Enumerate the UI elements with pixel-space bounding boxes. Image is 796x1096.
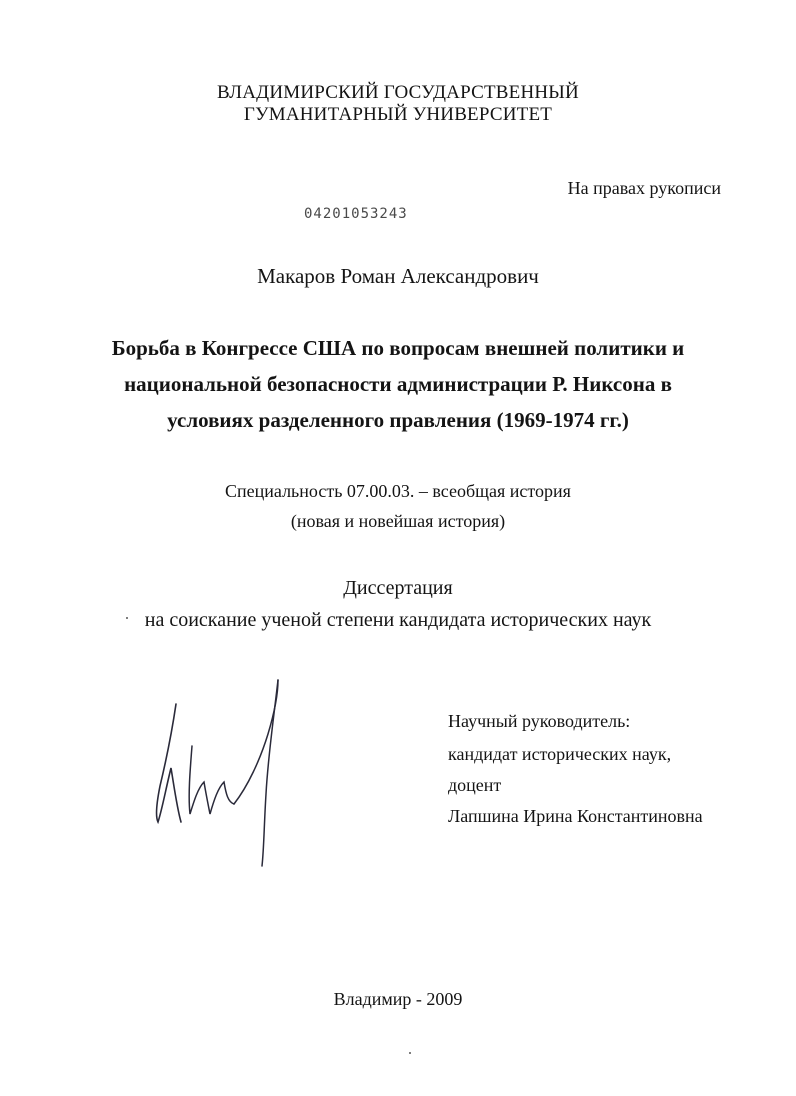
title-line-1: Борьба в Конгрессе США по вопросам внешней политики и xyxy=(111,336,685,360)
university-name-line-2: ГУМАНИТАРНЫЙ УНИВЕРСИТЕТ xyxy=(243,104,553,125)
advisor-rank: доцент xyxy=(448,775,502,795)
advisor-degree: кандидат исторических наук, xyxy=(448,744,672,764)
manuscript-note: На правах рукописи xyxy=(567,178,721,198)
author-name: Макаров Роман Александрович xyxy=(257,264,539,288)
specialty-line-1: Специальность 07.00.03. – всеобщая история xyxy=(225,481,571,501)
archive-code: 04201053243 xyxy=(304,206,408,222)
title-line-2: национальной безопасности администрации Р. Никсона в xyxy=(124,372,672,396)
university-name-line-1: ВЛАДИМИРСКИЙ ГОСУДАРСТВЕННЫЙ xyxy=(217,82,579,103)
title-line-3: условиях разделенного правления (1969-1974 гг.) xyxy=(167,408,629,432)
scan-speck xyxy=(409,1052,411,1054)
specialty-line-2: (новая и новейшая история) xyxy=(290,511,506,531)
signature-image xyxy=(148,676,288,872)
dissertation-purpose: на соискание ученой степени кандидата исторических наук xyxy=(144,609,652,631)
advisor-label: Научный руководитель: xyxy=(448,711,631,731)
advisor-name: Лапшина Ирина Константиновна xyxy=(448,806,703,826)
scan-speck xyxy=(126,617,128,619)
dissertation-label: Диссертация xyxy=(343,577,453,599)
city-year: Владимир - 2009 xyxy=(333,989,463,1009)
